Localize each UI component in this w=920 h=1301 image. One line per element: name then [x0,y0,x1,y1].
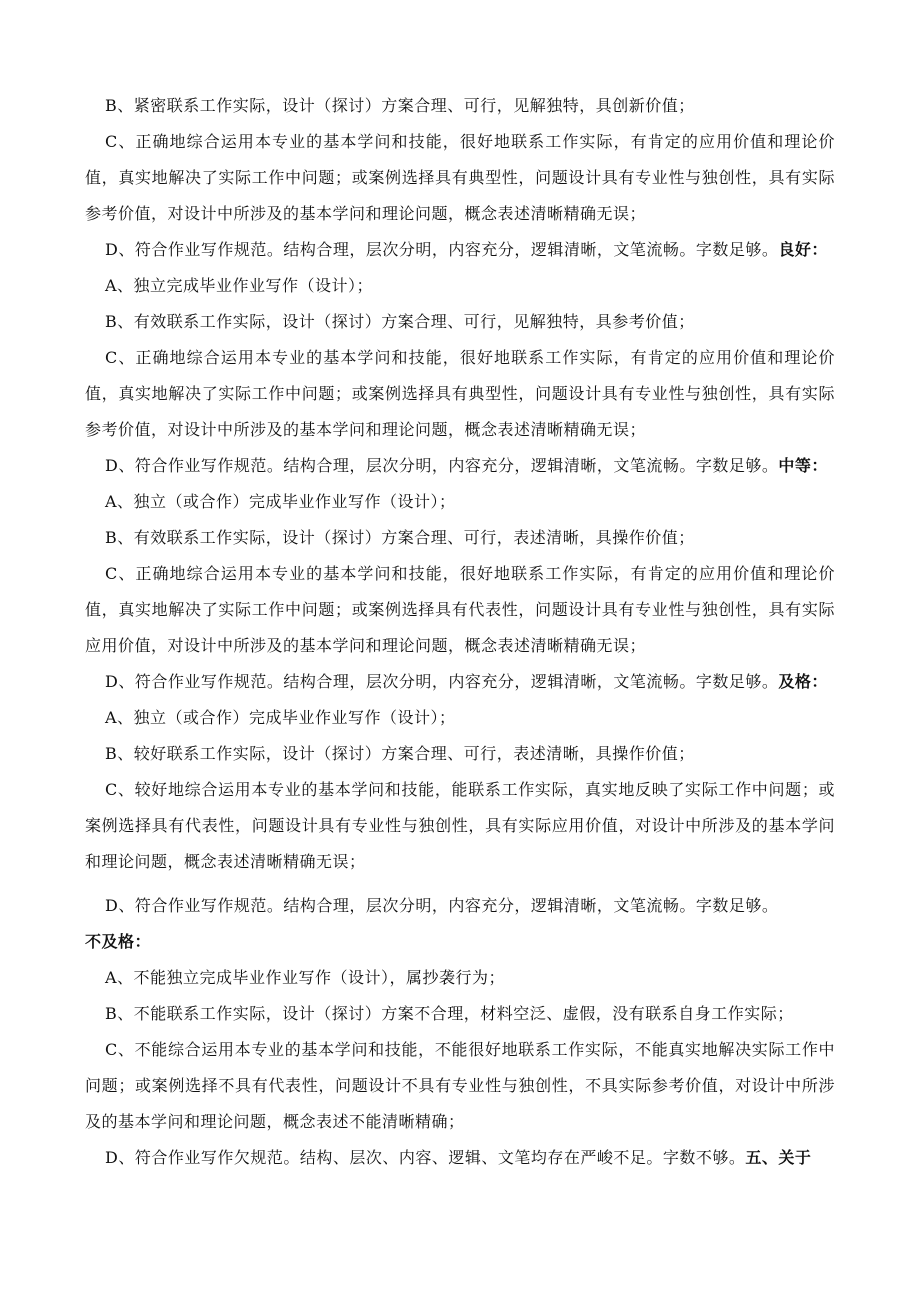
paragraph-3c [85,556,835,664]
paragraph-4b [85,736,835,772]
paragraph-text: D、符合作业写作规范。结构合理，层次分明，内容充分，逻辑清晰，文笔流畅。字数足够。 [105,896,779,915]
paragraph-5d [85,1140,835,1176]
paragraph-2c [85,340,835,448]
paragraph-1c [85,124,835,232]
paragraph-1b [85,88,835,124]
paragraph-4a [85,700,835,736]
paragraph-text: A、独立（或合作）完成毕业作业写作（设计）； [105,492,456,511]
paragraph-3a [85,484,835,520]
paragraph-text: D、符合作业写作规范。结构合理，层次分明，内容充分，逻辑清晰，文笔流畅。字数足够。 [105,240,779,259]
paragraph-2b [85,304,835,340]
paragraph-text: B、有效联系工作实际，设计（探讨）方案合理、可行，见解独特，具参考价值； [105,312,695,331]
paragraph-1d [85,232,835,268]
paragraph-text: C、较好地综合运用本专业的基本学问和技能，能联系工作实际，真实地反映了实际工作中问题；或案例选择具有代表性，问题设计具有专业性与独创性，具有实际应用价值，对设计中所涉及的基本学问和理论问题，概念表述清晰精确无误； [85,780,835,871]
paragraph-text: C、正确地综合运用本专业的基本学问和技能，很好地联系工作实际，有肯定的应用价值和理论价值，真实地解决了实际工作中问题；或案例选择具有典型性，问题设计具有专业性与独创性，具有实际参考价值，对设计中所涉及的基本学问和理论问题，概念表述清晰精确无误； [85,348,835,439]
paragraph-2d [85,448,835,484]
paragraph-text: B、紧密联系工作实际，设计（探讨）方案合理、可行，见解独特，具创新价值； [105,96,695,115]
paragraph-3b [85,520,835,556]
inline-heading-good: 良好： [778,240,828,259]
paragraph-text: C、正确地综合运用本专业的基本学问和技能，很好地联系工作实际，有肯定的应用价值和理论价值，真实地解决了实际工作中问题；或案例选择具有典型性，问题设计具有专业性与独创性，具有实际参考价值，对设计中所涉及的基本学问和理论问题，概念表述清晰精确无误； [85,132,835,223]
paragraph-text: A、独立（或合作）完成毕业作业写作（设计）； [105,708,456,727]
paragraph-text: C、正确地综合运用本专业的基本学问和技能，很好地联系工作实际，有肯定的应用价值和理论价值，真实地解决了实际工作中问题；或案例选择具有代表性，问题设计具有专业性与独创性，具有实际应用价值，对设计中所涉及的基本学问和理论问题，概念表述清晰精确无误； [85,564,835,655]
paragraph-text: C、不能综合运用本专业的基本学问和技能，不能很好地联系工作实际，不能真实地解决实际工作中问题；或案例选择不具有代表性，问题设计不具有专业性与独创性，不具实际参考价值，对设计中所涉及的基本学问和理论问题，概念表述不能清晰精确； [85,1040,835,1131]
inline-heading-medium: 中等： [778,456,828,475]
paragraph-5c [85,1032,835,1140]
paragraph-text: B、不能联系工作实际，设计（探讨）方案不合理，材料空泛、虚假，没有联系自身工作实际； [105,1004,794,1023]
paragraph-text: A、不能独立完成毕业作业写作（设计），属抄袭行为； [105,968,506,987]
paragraph-text: D、符合作业写作欠规范。结构、层次、内容、逻辑、文笔均存在严峻不足。字数不够。 [105,1148,746,1167]
heading-fail: 不及格： [85,932,152,951]
paragraph-text: A、独立完成毕业作业写作（设计）； [105,276,374,295]
paragraph-text: B、较好联系工作实际，设计（探讨）方案合理、可行，表述清晰，具操作价值； [105,744,695,763]
paragraph-2a [85,268,835,304]
paragraph-3d [85,664,835,700]
paragraph-5b [85,996,835,1032]
inline-heading-pass: 及格： [778,672,828,691]
paragraph-5a [85,960,835,996]
paragraph-4c [85,772,835,880]
paragraph-text: B、有效联系工作实际，设计（探讨）方案合理、可行，表述清晰，具操作价值； [105,528,695,547]
paragraph-4d [85,888,835,924]
paragraph-text: D、符合作业写作规范。结构合理，层次分明，内容充分，逻辑清晰，文笔流畅。字数足够。 [105,456,779,475]
section-heading-5: 五、关于 [745,1148,812,1167]
paragraph-text: D、符合作业写作规范。结构合理，层次分明，内容充分，逻辑清晰，文笔流畅。字数足够。 [105,672,779,691]
document-page [85,88,835,1176]
